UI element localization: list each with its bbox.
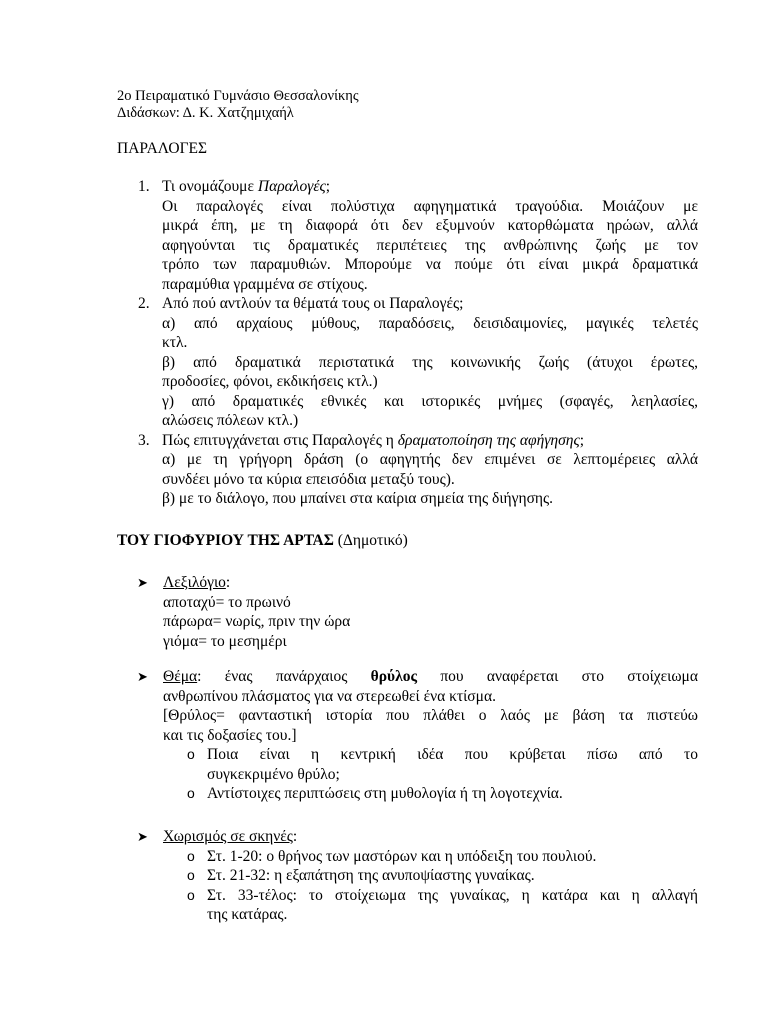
answer-line: β) με το διάλογο, που μπαίνει στα καίρια σημεία της διήγησης.: [162, 490, 554, 507]
arrowhead-bullet-icon: ➤: [137, 829, 148, 844]
hollow-circle-bullet-icon: o: [187, 886, 195, 903]
scenes-heading: Χωρισμός σε σκηνές:: [163, 828, 298, 845]
vocab-line: αποταχύ= το πρωινό: [163, 593, 291, 611]
hollow-circle-bullet-icon: o: [187, 847, 195, 864]
scene-item: o Στ. 33-τέλος: το στοίχειωμα της γυναίκας, η κατάρα και η αλλαγή της κατάρας.: [187, 886, 698, 923]
answer-line: αλώσεις πόλεων κτλ.): [162, 412, 299, 429]
page-title: ΠΑΡΑΛΟΓΕΣ: [117, 140, 208, 157]
question-number: 2.: [138, 295, 150, 312]
answer-line: γ) από δραματικές εθνικές και ιστορικές μνήμες (σφαγές, λεηλασίες,: [162, 392, 698, 410]
song-title: ΤΟΥ ΓΙΟΦΥΡΙΟΥ ΤΗΣ ΑΡΤΑΣ (Δημοτικό): [117, 532, 408, 549]
question-number: 3.: [138, 431, 150, 449]
question-text: Τι ονομάζουμε Παραλογές;: [162, 178, 331, 195]
theme-note: [Θρύλος= φανταστική ιστορία που πλάθει ο λαός με βάση τα πιστεύω: [163, 707, 698, 724]
vocab-line: πάρωρα= νωρίς, πριν την ώρα: [163, 613, 351, 630]
theme-subitem: o Αντίστοιχες περιπτώσεις στη μυθολογία ή τη λογοτεχνία.: [187, 785, 563, 802]
question-3: [138, 431, 698, 509]
vocab-line: γιόμα= το μεσημέρι: [163, 632, 287, 650]
question-number: 1.: [138, 178, 150, 195]
arrowhead-bullet-icon: ➤: [137, 575, 148, 590]
answer-line: συνδέει μόνο τα κύρια επεισόδια μεταξύ τους).: [162, 470, 455, 488]
question-text: Από πού αντλούν τα θέματά τους οι Παραλογές;: [162, 295, 464, 312]
vocab-section: [137, 573, 698, 651]
school-name: 2ο Πειραματικό Γυμνάσιο Θεσσαλονίκης: [117, 88, 359, 104]
question-text: Πώς επιτυγχάνεται στις Παραλογές η δραματοποίηση της αφήγησης;: [162, 431, 585, 449]
theme-subitem: o Ποια είναι η κεντρική ιδέα που κρύβεται πίσω από το συγκεκριμένο θρύλο;: [187, 746, 698, 783]
answer-line: τρόπο των παραμυθιών. Μπορούμε να πούμε ότι είναι μικρά δραματικά: [162, 256, 698, 273]
hollow-circle-bullet-icon: o: [187, 867, 195, 883]
theme-line: ανθρωπίνου πλάσματος για να στερεωθεί ένα κτίσμα.: [163, 687, 496, 705]
hollow-circle-bullet-icon: o: [187, 785, 195, 801]
answer-line: α) με τη γρήγορη δράση (ο αφηγητής δεν επιμένει σε λεπτομέρειες αλλά: [162, 451, 698, 468]
answer-line: κτλ.: [162, 334, 188, 351]
question-1: [138, 177, 698, 294]
questions-list: [138, 177, 698, 509]
arrowhead-bullet-icon: ➤: [137, 669, 148, 684]
answer-line: μικρά έπη, με τη διαφορά ότι δεν εξυμνούν κατορθώματα ηρώων, αλλά: [162, 217, 698, 234]
scene-item: o Στ. 21-32: η εξαπάτηση της ανυποψίαστης γυναίκας.: [187, 867, 535, 884]
scenes-section: [137, 827, 698, 925]
hollow-circle-bullet-icon: o: [187, 746, 195, 762]
answer-line: Οι παραλογές είναι πολύστιχα αφηγηματικά τραγούδια. Μοιάζουν με: [162, 197, 698, 215]
answer-line: β) από δραματικά περιστατικά της κοινωνικής ζωής (άτυχοι έρωτες,: [162, 353, 698, 371]
theme-section: [137, 667, 698, 804]
answer-line: αφηγούνται τις δραματικές περιπέτειες της ανθρώπινης ζωής με τον: [162, 236, 698, 254]
scene-item: o Στ. 1-20: ο θρήνος των μαστόρων και η υπόδειξη του πουλιού.: [187, 847, 597, 865]
theme-line: Θέμα: ένας πανάρχαιος θρύλος που αναφέρεται στο στοίχειωμα: [163, 668, 698, 685]
answer-line: παραμύθια γραμμένα σε στίχους.: [162, 275, 368, 293]
document-header: [117, 88, 359, 122]
answer-line: α) από αρχαίους μύθους, παραδόσεις, δεισιδαιμονίες, μαγικές τελετές: [162, 314, 698, 332]
theme-note: και τις δοξασίες του.]: [163, 726, 297, 744]
teacher-name: Διδάσκων: Δ. Κ. Χατζημιχαήλ: [117, 105, 294, 121]
answer-line: προδοσίες, φόνοι, εκδικήσεις κτλ.): [162, 373, 378, 390]
vocab-heading: Λεξιλόγιο:: [163, 574, 231, 591]
question-2: [138, 294, 698, 431]
